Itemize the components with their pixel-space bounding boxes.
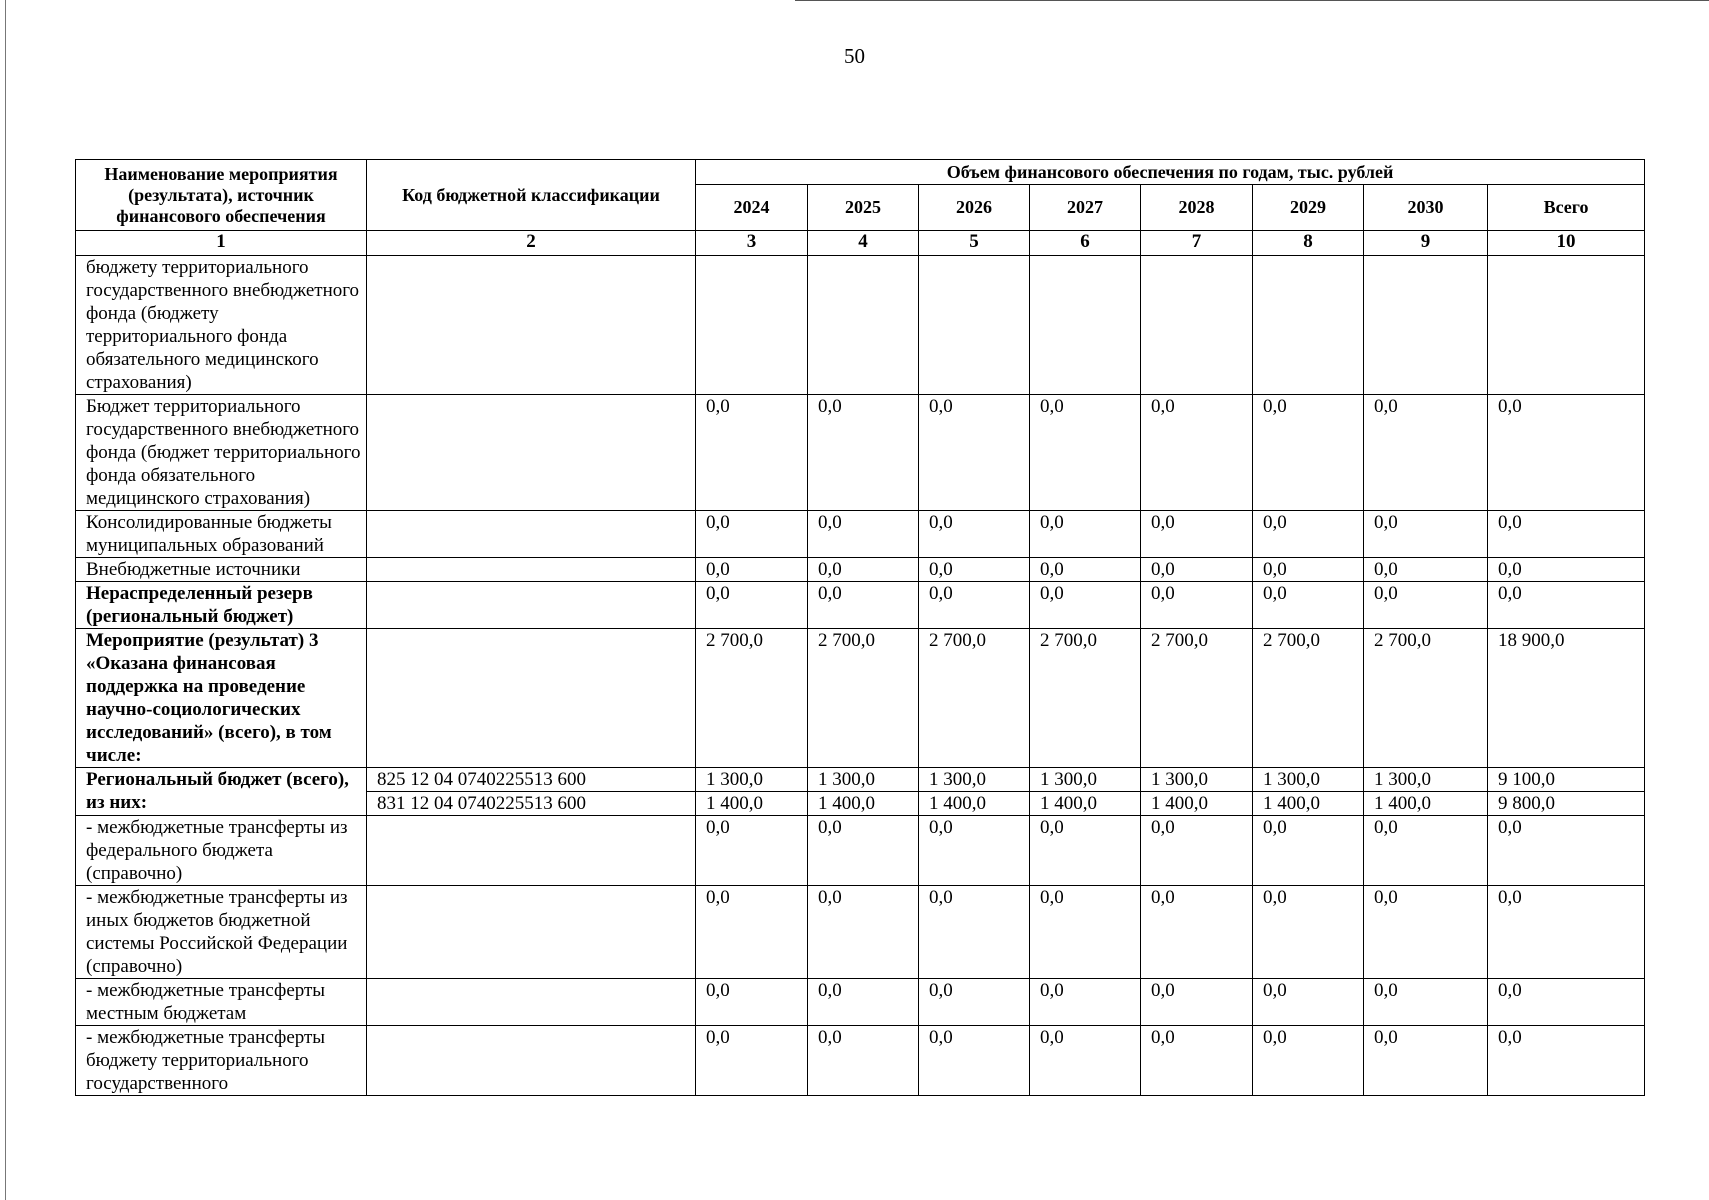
row-code [367, 256, 696, 395]
row-year-value: 0,0 [1364, 979, 1488, 1026]
row-year-value: 0,0 [696, 886, 808, 979]
row-year-value: 0,0 [1030, 511, 1141, 558]
column-number: 5 [919, 231, 1030, 256]
table-row [76, 816, 1645, 886]
row-year-value: 0,0 [1141, 395, 1253, 511]
row-year-value: 0,0 [1141, 816, 1253, 886]
row-year-value: 0,0 [1253, 979, 1364, 1026]
header-year: 2027 [1030, 185, 1141, 231]
row-year-value: 0,0 [919, 582, 1030, 629]
header-total: Всего [1488, 185, 1645, 231]
row-year-value: 0,0 [1030, 1026, 1141, 1096]
row-year-value: 0,0 [808, 558, 919, 582]
row-year-value: 0,0 [1253, 816, 1364, 886]
row-code: 825 12 04 0740225513 600 [367, 768, 696, 792]
header-year: 2024 [696, 185, 808, 231]
row-code [367, 816, 696, 886]
column-number: 2 [367, 231, 696, 256]
row-year-value: 0,0 [1030, 558, 1141, 582]
row-year-value: 0,0 [696, 979, 808, 1026]
column-number: 7 [1141, 231, 1253, 256]
row-year-value [1030, 256, 1141, 395]
row-year-value: 0,0 [919, 511, 1030, 558]
column-number: 9 [1364, 231, 1488, 256]
row-code [367, 629, 696, 768]
column-number: 4 [808, 231, 919, 256]
row-name: Бюджет территориального государственного внебюджетного фонда (бюджет территориального фонда обязательного медицинского страхования) [76, 395, 367, 511]
header-volume: Объем финансового обеспечения по годам, тыс. рублей [696, 160, 1645, 185]
row-year-value: 2 700,0 [696, 629, 808, 768]
column-number: 3 [696, 231, 808, 256]
row-year-value: 0,0 [1364, 1026, 1488, 1096]
row-year-value: 0,0 [808, 582, 919, 629]
header-code: Код бюджетной классификации [367, 160, 696, 231]
column-numbers-row [76, 231, 1645, 256]
header-name: Наименование мероприятия (результата), источник финансового обеспечения [76, 160, 367, 231]
row-year-value: 1 400,0 [1141, 792, 1253, 816]
row-name: Нераспределенный резерв (региональный бюджет) [76, 582, 367, 629]
row-total-value: 0,0 [1488, 1026, 1645, 1096]
row-year-value: 0,0 [1030, 582, 1141, 629]
row-year-value: 0,0 [1141, 886, 1253, 979]
row-year-value: 1 300,0 [808, 768, 919, 792]
row-total-value [1488, 256, 1645, 395]
row-year-value: 0,0 [696, 582, 808, 629]
row-total-value: 0,0 [1488, 395, 1645, 511]
row-year-value: 0,0 [919, 979, 1030, 1026]
row-year-value: 2 700,0 [919, 629, 1030, 768]
row-name: Мероприятие (результат) 3 «Оказана финансовая поддержка на проведение научно-социологических исследований» (всего), в том числе: [76, 629, 367, 768]
row-code [367, 979, 696, 1026]
row-year-value: 0,0 [1253, 558, 1364, 582]
row-year-value: 0,0 [1364, 816, 1488, 886]
row-year-value: 0,0 [696, 816, 808, 886]
row-total-value: 9 800,0 [1488, 792, 1645, 816]
row-year-value [1253, 256, 1364, 395]
row-year-value: 0,0 [808, 395, 919, 511]
row-code [367, 558, 696, 582]
scan-edge-top [795, 0, 1709, 1]
header-year: 2026 [919, 185, 1030, 231]
column-number: 6 [1030, 231, 1141, 256]
row-code [367, 886, 696, 979]
row-year-value: 0,0 [919, 1026, 1030, 1096]
header-year: 2030 [1364, 185, 1488, 231]
page-number: 50 [844, 44, 865, 68]
row-year-value: 0,0 [919, 395, 1030, 511]
row-name: бюджету территориального государственного внебюджетного фонда (бюджету территориального фонда обязательного медицинского страхования) [76, 256, 367, 395]
table-row [76, 768, 1645, 792]
table-row [76, 1026, 1645, 1096]
row-code: 831 12 04 0740225513 600 [367, 792, 696, 816]
table-row [76, 582, 1645, 629]
row-year-value: 0,0 [1141, 582, 1253, 629]
row-year-value: 0,0 [1253, 395, 1364, 511]
row-year-value: 2 700,0 [1364, 629, 1488, 768]
row-total-value: 0,0 [1488, 886, 1645, 979]
row-year-value: 0,0 [1364, 395, 1488, 511]
row-name: - межбюджетные трансферты из иных бюджетов бюджетной системы Российской Федерации (справочно) [76, 886, 367, 979]
row-year-value: 0,0 [1364, 511, 1488, 558]
row-year-value: 2 700,0 [1030, 629, 1141, 768]
row-year-value: 1 400,0 [1253, 792, 1364, 816]
row-name: Консолидированные бюджеты муниципальных образований [76, 511, 367, 558]
row-name: - межбюджетные трансферты бюджету территориального государственного [76, 1026, 367, 1096]
row-year-value: 0,0 [808, 886, 919, 979]
row-year-value: 0,0 [1253, 1026, 1364, 1096]
row-year-value: 1 300,0 [696, 768, 808, 792]
row-total-value: 18 900,0 [1488, 629, 1645, 768]
row-year-value: 0,0 [1253, 511, 1364, 558]
row-year-value: 0,0 [808, 1026, 919, 1096]
row-code [367, 395, 696, 511]
row-year-value: 0,0 [1141, 979, 1253, 1026]
row-name: - межбюджетные трансферты местным бюджетам [76, 979, 367, 1026]
column-number: 10 [1488, 231, 1645, 256]
row-year-value: 0,0 [808, 511, 919, 558]
table-row [76, 629, 1645, 768]
header-year: 2028 [1141, 185, 1253, 231]
row-year-value: 0,0 [1141, 558, 1253, 582]
table-row [76, 886, 1645, 979]
row-year-value: 0,0 [919, 558, 1030, 582]
row-year-value: 1 400,0 [1030, 792, 1141, 816]
row-year-value: 1 300,0 [1253, 768, 1364, 792]
row-year-value [919, 256, 1030, 395]
table-row [76, 979, 1645, 1026]
row-total-value: 0,0 [1488, 979, 1645, 1026]
row-total-value: 0,0 [1488, 558, 1645, 582]
row-year-value: 0,0 [696, 558, 808, 582]
row-year-value: 1 400,0 [919, 792, 1030, 816]
row-year-value: 0,0 [1141, 1026, 1253, 1096]
row-code [367, 582, 696, 629]
row-year-value: 0,0 [919, 886, 1030, 979]
row-year-value: 1 400,0 [696, 792, 808, 816]
row-year-value: 1 300,0 [1141, 768, 1253, 792]
row-year-value: 0,0 [1141, 511, 1253, 558]
row-total-value: 9 100,0 [1488, 768, 1645, 792]
column-number: 8 [1253, 231, 1364, 256]
table-row [76, 511, 1645, 558]
row-year-value [696, 256, 808, 395]
row-total-value: 0,0 [1488, 582, 1645, 629]
row-year-value: 0,0 [808, 979, 919, 1026]
row-year-value: 1 300,0 [919, 768, 1030, 792]
header-year: 2025 [808, 185, 919, 231]
row-year-value: 0,0 [696, 1026, 808, 1096]
financing-table [75, 159, 1645, 1096]
row-year-value: 2 700,0 [1253, 629, 1364, 768]
row-total-value: 0,0 [1488, 816, 1645, 886]
row-name: Региональный бюджет (всего), из них: [76, 768, 367, 816]
row-year-value: 2 700,0 [808, 629, 919, 768]
header-year: 2029 [1253, 185, 1364, 231]
row-year-value: 0,0 [696, 511, 808, 558]
column-number: 1 [76, 231, 367, 256]
row-year-value: 0,0 [808, 816, 919, 886]
row-year-value: 0,0 [1253, 886, 1364, 979]
row-year-value: 0,0 [1364, 582, 1488, 629]
row-year-value [1141, 256, 1253, 395]
row-name: - межбюджетные трансферты из федерального бюджета (справочно) [76, 816, 367, 886]
row-code [367, 1026, 696, 1096]
row-year-value: 0,0 [1364, 886, 1488, 979]
row-year-value: 2 700,0 [1141, 629, 1253, 768]
row-total-value: 0,0 [1488, 511, 1645, 558]
row-year-value: 0,0 [1030, 886, 1141, 979]
row-year-value: 0,0 [696, 395, 808, 511]
row-year-value: 0,0 [919, 816, 1030, 886]
row-year-value: 0,0 [1030, 395, 1141, 511]
scan-edge-left [5, 0, 6, 1200]
row-year-value: 1 400,0 [808, 792, 919, 816]
row-year-value [1364, 256, 1488, 395]
row-year-value: 0,0 [1253, 582, 1364, 629]
row-year-value: 1 400,0 [1364, 792, 1488, 816]
row-year-value: 0,0 [1030, 979, 1141, 1026]
table-header-row-1 [76, 160, 1645, 185]
row-year-value: 1 300,0 [1364, 768, 1488, 792]
table-row [76, 558, 1645, 582]
row-year-value: 0,0 [1364, 558, 1488, 582]
row-name: Внебюджетные источники [76, 558, 367, 582]
table-row [76, 395, 1645, 511]
table-row [76, 256, 1645, 395]
row-code [367, 511, 696, 558]
row-year-value: 0,0 [1030, 816, 1141, 886]
row-year-value [808, 256, 919, 395]
row-year-value: 1 300,0 [1030, 768, 1141, 792]
